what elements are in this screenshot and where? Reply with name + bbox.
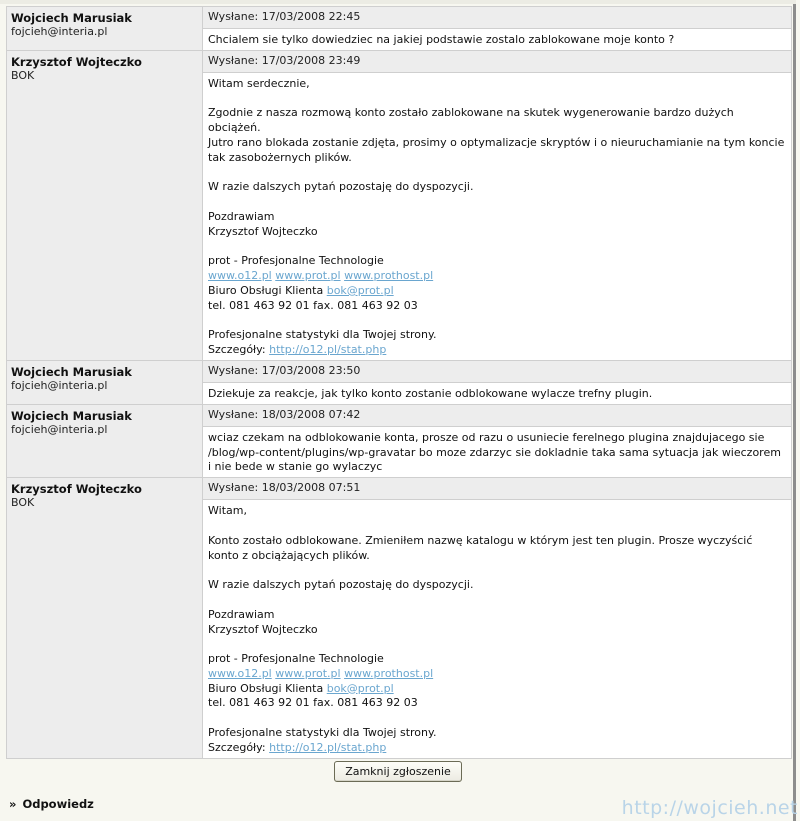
signature-links: [208, 667, 786, 682]
message-line: Witam serdecznie,: [208, 76, 310, 90]
top-divider: [0, 0, 796, 4]
details-label: Szczegóły:: [208, 343, 266, 357]
office-label: Biuro Obsługi Klienta: [208, 681, 324, 695]
ticket-thread: [6, 6, 792, 759]
message-author: [7, 50, 203, 360]
message-line: W razie dalszych pytań pozostaję do dyspozycji.: [208, 578, 474, 592]
signature-office: [208, 682, 786, 697]
message-sent-date: Wysłane: 17/03/2008 23:50: [203, 360, 792, 382]
message-author: [7, 478, 203, 759]
message-body: [203, 72, 792, 360]
message-line: Krzysztof Wojteczko: [208, 224, 318, 238]
message-line: prot - Profesjonalne Technologie: [208, 254, 384, 268]
message-header-row: [7, 478, 792, 500]
message-line: Dziekuje za reakcje, jak tylko konto zostanie odblokowane wylacze trefny plugin.: [208, 386, 653, 400]
action-row: [0, 761, 796, 782]
author-contact: fojcieh@interia.pl: [11, 378, 108, 392]
message-author: [7, 360, 203, 404]
message-line: [208, 637, 786, 652]
message-header-row: [7, 50, 792, 72]
message-line: wciaz czekam na odblokowanie konta, prosze od razu o usuniecie ferelnego plugina znajdujacego sie /blog/wp-content/plugins/wp-gravatar bo moze zdarzyc sie dokladnie taka sama sytuacja jak wieczorem i nie bede w stanie go wylaczyc: [208, 430, 785, 474]
message-line: [208, 195, 786, 210]
message-header-row: [7, 404, 792, 426]
message-author: [7, 404, 203, 477]
message-line: Chcialem sie tylko dowiedziec na jakiej podstawie zostalo zablokowane moje konto ?: [208, 33, 675, 46]
message-header-row: [7, 7, 792, 29]
message-sent-date: Wysłane: 18/03/2008 07:42: [203, 404, 792, 426]
chevron-right-icon: »: [9, 797, 17, 811]
author-contact: BOK: [11, 68, 35, 82]
message-sent-date: Wysłane: 17/03/2008 22:45: [203, 7, 792, 29]
signature-link[interactable]: www.prothost.pl: [344, 269, 434, 283]
message-body: [203, 382, 792, 404]
message-line: [208, 92, 786, 107]
message-sent-date: Wysłane: 18/03/2008 07:51: [203, 478, 792, 500]
office-label: Biuro Obsługi Klienta: [208, 283, 324, 297]
blank-line: [208, 711, 786, 726]
author-name: Wojciech Marusiak: [11, 11, 132, 25]
author-name: Krzysztof Wojteczko: [11, 482, 142, 497]
author-name: Krzysztof Wojteczko: [11, 54, 142, 69]
signature-link[interactable]: www.o12.pl: [208, 666, 272, 680]
message-line: prot - Profesjonalne Technologie: [208, 652, 384, 666]
message-line: Krzysztof Wojteczko: [208, 622, 318, 636]
signature-details: [208, 741, 786, 756]
signature-office: [208, 284, 786, 299]
message-line: [208, 240, 786, 255]
author-contact: fojcieh@interia.pl: [11, 422, 108, 436]
author-contact: BOK: [11, 496, 35, 510]
author-name: Wojciech Marusiak: [11, 364, 132, 379]
message-sent-date: Wysłane: 17/03/2008 23:49: [203, 50, 792, 72]
signature-link[interactable]: www.prot.pl: [275, 269, 341, 283]
blank-line: [208, 314, 786, 329]
message-line: Jutro rano blokada zostanie zdjęta, prosimy o optymalizacje skryptów i o nieuruchamianie na tym koncie tak zasobożernych plików.: [208, 135, 788, 164]
message-line: Witam,: [208, 504, 247, 518]
author-name: Wojciech Marusiak: [11, 408, 132, 423]
message-body: [203, 500, 792, 759]
signature-stats: Profesjonalne statystyki dla Twojej strony.: [208, 726, 437, 740]
close-ticket-button[interactable]: Zamknij zgłoszenie: [334, 761, 462, 782]
signature-link[interactable]: www.prot.pl: [275, 666, 341, 680]
message-line: Konto zostało odblokowane. Zmieniłem nazwę katalogu w którym jest ten plugin. Prosze wyczyścić konto z obciążających plików.: [208, 533, 756, 562]
signature-phone: tel. 081 463 92 01 fax. 081 463 92 03: [208, 298, 418, 312]
watermark: http://wojcieh.net: [621, 797, 798, 819]
message-line: Pozdrawiam: [208, 607, 275, 621]
stats-link[interactable]: http://o12.pl/stat.php: [269, 740, 387, 754]
author-contact: fojcieh@interia.pl: [11, 25, 108, 38]
message-line: [208, 519, 786, 534]
signature-details: [208, 343, 786, 358]
office-email-link[interactable]: bok@prot.pl: [326, 681, 394, 695]
reply-label: Odpowiedz: [22, 797, 94, 811]
signature-stats: Profesjonalne statystyki dla Twojej strony.: [208, 328, 437, 342]
stats-link[interactable]: http://o12.pl/stat.php: [269, 343, 387, 357]
message-line: [208, 593, 786, 608]
signature-link[interactable]: www.o12.pl: [208, 269, 272, 283]
message-author: [7, 7, 203, 51]
details-label: Szczegóły:: [208, 740, 266, 754]
reply-link[interactable]: [9, 797, 94, 811]
message-line: Pozdrawiam: [208, 209, 275, 223]
message-line: [208, 166, 786, 181]
message-line: W razie dalszych pytań pozostaję do dyspozycji.: [208, 180, 474, 194]
message-body: [203, 29, 792, 51]
signature-link[interactable]: www.prothost.pl: [344, 666, 434, 680]
message-line: Zgodnie z nasza rozmową konto zostało zablokowane na skutek wygenerowanie bardzo dużych obciążeń.: [208, 106, 738, 135]
message-line: [208, 563, 786, 578]
signature-phone: tel. 081 463 92 01 fax. 081 463 92 03: [208, 696, 418, 710]
message-body: [203, 426, 792, 477]
office-email-link[interactable]: bok@prot.pl: [326, 283, 394, 297]
message-header-row: [7, 360, 792, 382]
signature-links: [208, 269, 786, 284]
